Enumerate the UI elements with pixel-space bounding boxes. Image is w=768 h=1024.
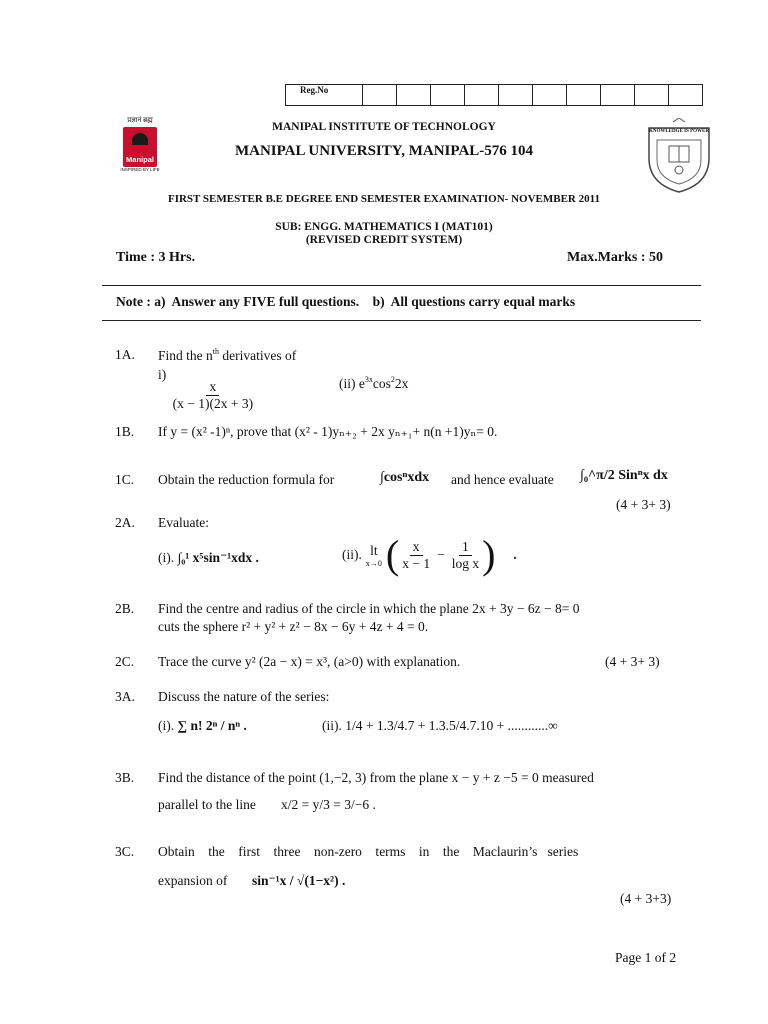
marks-allocation: (4 + 3+3) xyxy=(620,891,672,906)
logo-tagline: INSPIRED BY LIFE xyxy=(120,167,160,172)
divider-top xyxy=(102,285,701,286)
question-text: cuts the sphere r² + y² + z² − 8x − 6y + 4z + 4 = 0. xyxy=(158,619,429,634)
logo-motto: प्रज्ञानं ब्रह्म xyxy=(127,116,153,124)
fraction: $\frac{x}{(x - 1)(2x + 3)}$ xyxy=(172,379,254,411)
subpart-3a-ii: (ii). 1/4 + 1.3/4.7 + 1.3.5/4.7.10 + ............∞ xyxy=(322,718,558,733)
reg-cell xyxy=(669,85,702,105)
university-name: MANIPAL UNIVERSITY, MANIPAL-576 104 xyxy=(234,143,534,159)
math-expression: x/2 = y/3 = 3/−6 . xyxy=(281,797,376,812)
reg-cell xyxy=(499,85,533,105)
question-text: Find the centre and radius of the circle in which the plane 2x + 3y − 6z − 8= 0 xyxy=(158,601,580,616)
question-number: 2C. xyxy=(115,654,135,669)
question-text: and hence evaluate xyxy=(451,472,554,487)
divider-bottom xyxy=(102,320,701,321)
reg-cell xyxy=(431,85,465,105)
fraction: $\frac{1}{\text{log x}}$ xyxy=(451,538,480,571)
reg-cell xyxy=(465,85,499,105)
subject-title: SUB: ENGG. MATHEMATICS I (MAT101) xyxy=(275,221,493,233)
page-number: Page 1 of 2 xyxy=(615,950,677,965)
question-text: expansion of xyxy=(158,873,228,888)
reg-cell xyxy=(635,85,669,105)
fraction: $\frac{x}{x - 1}$ xyxy=(402,538,431,571)
question-number: 1B. xyxy=(115,424,135,439)
marks-allocation: (4 + 3+ 3) xyxy=(605,654,660,669)
question-text: Obtain the reduction formula for xyxy=(158,472,335,487)
question-text: Trace the curve y² (2a − x) = x³, (a>0) with explanation. xyxy=(158,654,461,669)
reg-cell xyxy=(567,85,601,105)
question-text: Discuss the nature of the series: xyxy=(158,689,330,704)
institute-name: MANIPAL INSTITUTE OF TECHNOLOGY xyxy=(272,121,496,133)
reg-cell xyxy=(363,85,397,105)
math-integral: ∫₀^π/2 Sinⁿx dx xyxy=(580,468,668,483)
subpart-2a-ii: (ii). lt x→0 ( $\frac{x}{x - 1}$ − $\frac{1}{\text{log x}}$ ) . xyxy=(342,532,517,577)
instructions-note: Note : a) Answer any FIVE full questions. b) All questions carry equal marks xyxy=(116,294,576,309)
question-number: 1C. xyxy=(115,472,135,487)
reg-cell xyxy=(601,85,635,105)
question-text: Find the $n^{th}$ derivatives of xyxy=(158,347,297,363)
question-number: 3C. xyxy=(115,844,135,859)
question-number: 3A. xyxy=(115,689,135,704)
math-integral: ∫cosⁿxdx xyxy=(380,470,430,485)
logo-name: Manipal xyxy=(126,155,154,164)
credit-system: (REVISED CREDIT SYSTEM) xyxy=(305,234,463,246)
question-text: parallel to the line xyxy=(158,797,256,812)
question-number: 1A. xyxy=(115,347,135,362)
question-text: Find the distance of the point (1,−2, 3) from the plane x − y + z −5 = 0 measured xyxy=(158,770,594,785)
question-number: 3B. xyxy=(115,770,135,785)
subpart-3a-i: (i). ∑ n! 2ⁿ / nⁿ . xyxy=(158,718,247,733)
question-text: Obtain the first three non-zero terms in the Maclaurin’s series xyxy=(158,844,579,859)
subpart-1a-ii: (ii) $e^{3x}\cos^22x$ xyxy=(339,375,409,391)
question-text: Evaluate: xyxy=(158,515,209,530)
time-allowed: Time : 3 Hrs. xyxy=(116,250,196,265)
exam-title: FIRST SEMESTER B.E DEGREE END SEMESTER EXAMINATION- NOVEMBER 2011 xyxy=(167,193,601,205)
marks-allocation: (4 + 3+ 3) xyxy=(616,497,671,512)
max-marks: Max.Marks : 50 xyxy=(567,250,664,265)
subpart-label: i) xyxy=(158,367,167,382)
crest-motto: KNOWLEDGE IS POWER xyxy=(648,129,709,134)
subpart-1a-i xyxy=(158,367,256,412)
reg-cell xyxy=(397,85,431,105)
question-number: 2B. xyxy=(115,601,135,616)
question-number: 2A. xyxy=(115,515,135,530)
reg-no-label: Reg.No xyxy=(286,85,363,105)
math-expression: sin⁻¹x / √(1−x²) . xyxy=(252,873,346,888)
subpart-2a-i: (i). ∫₀¹ x⁵sin⁻¹xdx . xyxy=(158,550,259,565)
reg-no-box xyxy=(285,84,703,106)
question-text: If y = (x² -1)ⁿ, prove that (x² - 1)yₙ₊₂ + 2x yₙ₊₁+ n(n +1)yₙ= 0. xyxy=(158,424,498,439)
reg-cell xyxy=(533,85,567,105)
